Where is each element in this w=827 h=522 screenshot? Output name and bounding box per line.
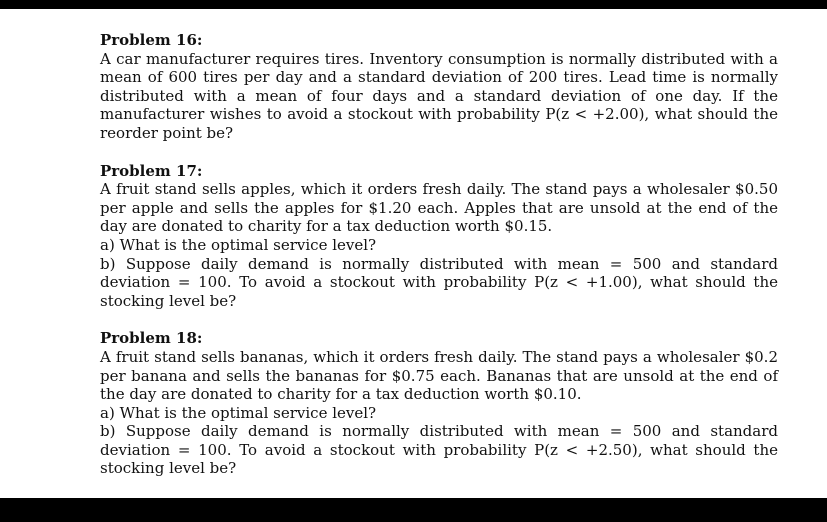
problem-16: [100, 31, 778, 143]
bottom-black-bar: [0, 498, 827, 522]
document-content: [100, 31, 778, 497]
problem-body: A fruit stand sells bananas, which it orders fresh daily. The stand pays a wholesaler $0.2 per banana and sells the bananas for $0.75 each. Bananas that are unsold at the end of the day are donated to charity for a tax deduction worth $0.10.: [100, 347, 778, 404]
problem-18: [100, 329, 778, 478]
problem-title: Problem 16:: [100, 31, 203, 49]
problem-title: Problem 17:: [100, 161, 203, 180]
problem-title: Problem 18:: [100, 329, 203, 348]
question-b: b) Suppose daily demand is normally distributed with mean = 500 and standard deviation = 100. To avoid a stockout with probability P(z < +2.50), what should the stocking level be?: [100, 422, 778, 478]
problem-body: A fruit stand sells apples, which it orders fresh daily. The stand pays a wholesaler $0.50 per apple and sells the apples for $1.20 each. Apples that are unsold at the end of the day are donated to charity for a tax deduction worth $0.15.: [100, 180, 778, 236]
question-b: b) Suppose daily demand is normally distributed with mean = 500 and standard deviation = 100. To avoid a stockout with probability P(z < +1.00), what should the stocking level be?: [100, 254, 778, 310]
problem-17: [100, 162, 778, 311]
document-page: [0, 9, 827, 498]
question-a: a) What is the optimal service level?: [100, 403, 377, 422]
problem-body: A car manufacturer requires tires. Inventory consumption is normally distributed with a mean of 600 tires per day and a standard deviation of 200 tires. Lead time is normally distributed with a mean of four days and a standard deviation of one day. If the manufacturer wishes to avoid a stockout with probability P(z < +2.00), what should the reorder point be?: [100, 49, 778, 142]
question-a: a) What is the optimal service level?: [100, 235, 377, 254]
